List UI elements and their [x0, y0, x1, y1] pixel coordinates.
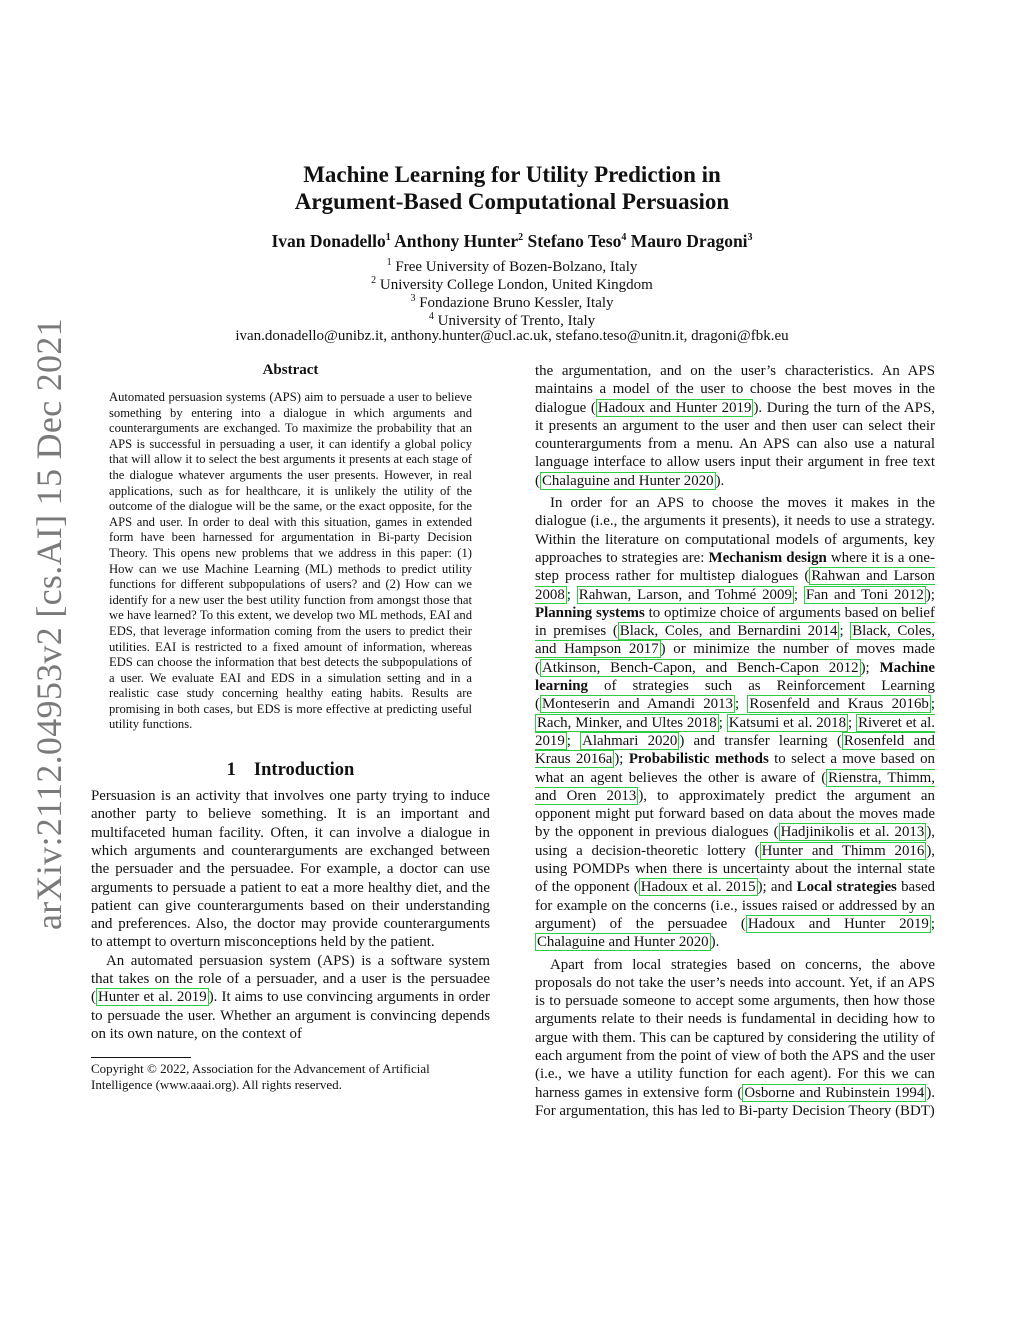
text-run: ) or minimize the number of moves made ( — [535, 641, 935, 676]
citation-link[interactable]: Black, Coles, and Bernardini 2014 — [619, 623, 838, 640]
citation-link[interactable]: Katsumi et al. 2018 — [728, 714, 847, 731]
right-paragraph-2: In order for an APS to choose the moves it makes in the dialogue (i.e., the arguments it presents), it needs to use a strategy. Within the literature on computational models of arguments, key approaches to strategies are: Mechanism design where it is a one-step process rather for multistep dialogues ( Rahwan and Larson 2008 ; Rahwan, Larson, and Tohmé 2009 ; Fan and Toni 2012 ); Planning systems to optimize choice of arguments based on belief in premises ( Black, Coles, and Bernardini 2014 ; Black, Coles, and Hampson 2017 ) or minimize the number of moves made ( Atkinson, Bench-Capon, and Bench-Capon 2012 ); Machine learning of strategies such as Reinforcement Learning ( Monteserin and Amandi 2013 ; Rosenfeld and Kraus 2016b ; Rach, Minker, and Ultes 2018 ; Katsumi et al. 2018 ; Riveret et al. 2019 ; Alahmari 2020 ) and transfer learning ( Rosenfeld and Kraus 2016a ); Probabilistic methods to select a move based on what an agent believes the other is aware of ( Rienstra, Thimm, and Oren 2013 ), to approximately predict the argument an opponent might put forward based on data about the moves made by the opponent in previous dialogues ( Hadjinikolis et al. 2013 ), using a decision-theoretic lottery ( Hunter and Thimm 2016 ), using POMDPs when there is uncertainty about the internal state of the opponent ( Hadoux et al. 2015 ); and Local strategies based for example on the concerns (i.e., issues raised or addressed by an argument) of the persuadee ( Hadoux and Hunter 2019 ; Chalaguine and Hunter 2020 ). — [535, 495, 936, 951]
text-run: In order for an APS to choose the moves it makes in the dialogue (i.e., the arguments it presents), it needs to use a strategy. Within the literature on computational models of arguments, key approaches to strategies are: — [535, 495, 935, 566]
copyright-footnote: Copyright © 2022, Association for the Advancement of Artificial Intelligence (www.aaai.org). All rights reserved. — [91, 1061, 430, 1093]
text-run: to optimize choice of arguments based on belief in premises ( — [535, 604, 935, 640]
citation-link[interactable]: Rahwan, Larson, and Tohmé 2009 — [578, 586, 792, 603]
text-run: of strategies such as Reinforcement Learning ( — [535, 678, 935, 713]
text-run: An automated persuasion system (APS) is a software system that takes on the role of a persuader, and a user is the persuadee ( — [91, 952, 490, 1006]
text-run: ). During the turn of the APS, it presents an argument to the user and then user can select their counterarguments from a menu. An APS can also use a natural language interface to allow users input their argument in free text ( — [535, 399, 935, 489]
right-column — [535, 362, 935, 1124]
paper-title-line-1: Machine Learning for Utility Prediction in — [303, 162, 721, 187]
affiliation-text: University College London, United Kingdom — [379, 277, 653, 293]
citation-link[interactable]: Hadjinikolis et al. 2013 — [780, 824, 925, 841]
citation-link[interactable]: Alahmari 2020 — [582, 732, 678, 749]
bold-term: Mechanism design — [708, 549, 827, 566]
bold-term: Local strategies — [796, 879, 897, 896]
citation-link[interactable]: Monteserin and Amandi 2013 — [541, 696, 733, 713]
right-paragraph-1 — [535, 362, 935, 490]
citation-link[interactable]: Hadoux and Hunter 2019 — [597, 399, 752, 416]
text-run: ). For argumentation, this has led to Bi-party Decision Theory (BDT) — [535, 1084, 935, 1119]
author-affiliation-mark: 2 — [518, 232, 524, 244]
intro-paragraph-1: Persuasion is an activity that involves one party trying to induce another party to believe something. It is an important and multifaceted human facility. Often, it can involve a dialogue in which arguments and counterarguments are exchanged between the persuader and the persuadee. For example, a doctor can use arguments to persuade a patient to eat a more healthy diet, and the patient can give counterarguments based on their understanding and preferences. Also, the doctor may provide counterarguments to attempt to overturn misconceptions held by the patient. — [91, 788, 490, 951]
citation-link[interactable]: Hadoux et al. 2015 — [640, 879, 756, 896]
citation-link[interactable]: Fan and Toni 2012 — [805, 586, 924, 603]
affiliation-text: Fondazione Bruno Kessler, Italy — [419, 295, 614, 311]
citation-link[interactable]: Rahwan and Larson 2008 — [535, 568, 935, 603]
left-column — [91, 362, 490, 1093]
abstract-heading: Abstract — [262, 362, 319, 378]
text-run: ), using POMDPs when there is uncertainty about the internal state of the opponent ( — [535, 842, 935, 896]
citation-link[interactable]: Rosenfeld and Kraus 2016b — [749, 696, 929, 713]
citation-link[interactable]: Hadoux and Hunter 2019 — [747, 915, 929, 932]
bold-term: Machine learning — [535, 659, 935, 695]
author-emails: ivan.donadello@unibz.it, anthony.hunter@ucl.ac.uk, stefano.teso@unitn.it, dragoni@fbk.eu — [235, 328, 789, 344]
author-name: Anthony Hunter — [394, 231, 519, 251]
text-run: based for example on the concerns (i.e., issues raised or addressed by an argument) of the persuadee ( — [535, 879, 936, 932]
right-paragraph-3 — [535, 956, 935, 1121]
section-title: Introduction — [253, 760, 355, 781]
text-run: ), to approximately predict the argument an opponent might put forward based on data about the moves made by the opponent in previous dialogues ( — [535, 787, 935, 841]
text-run: Apart from local strategies based on concerns, the above proposals do not take the user’s needs into account. Yet, if an APS is to persuade someone to accept some arguments, then how those arguments relate to their needs is fundamental in deciding how to argue with them. This can be captured by considering the utility of each argument from the point of view of both the APS and the user (i.e., we have a utility function for each agent). For this we can harness games in extensive form ( — [535, 956, 935, 1101]
paper-title-line-2: Argument-Based Computational Persuasion — [294, 189, 730, 214]
author-name: Mauro Dragoni — [630, 231, 748, 251]
intro-paragraph-2 — [91, 952, 490, 1043]
text-run: ), using a decision-theoretic lottery ( — [535, 824, 935, 859]
text-run: the argumentation, and on the user’s characteristics. An APS maintains a model of the user to choose the best moves in the dialogue ( — [535, 363, 935, 416]
citation-link[interactable]: Hunter et al. 2019 — [97, 989, 207, 1006]
affiliation-number: 2 — [371, 275, 377, 286]
affiliation-number: 3 — [410, 293, 416, 304]
section-heading-introduction — [91, 760, 490, 781]
affiliation-text: University of Trento, Italy — [437, 313, 596, 329]
affiliation-number: 1 — [386, 257, 392, 268]
author-name: Stefano Teso — [527, 231, 622, 251]
author-name: Ivan Donadello — [271, 231, 386, 251]
affiliation-number: 4 — [428, 311, 434, 322]
citation-link[interactable]: Osborne and Rubinstein 1994 — [744, 1084, 925, 1101]
section-number: 1 — [226, 760, 236, 781]
citation-link[interactable]: Rosenfeld and Kraus 2016a — [535, 732, 935, 768]
author-affiliation-mark: 1 — [385, 232, 391, 244]
citation-link[interactable]: Rach, Minker, and Ultes 2018 — [537, 714, 717, 731]
citation-link[interactable]: Riveret et al. 2019 — [535, 714, 935, 749]
affiliation-text: Free University of Bozen-Bolzano, Italy — [395, 259, 638, 275]
citation-link[interactable]: Atkinson, Bench-Capon, and Bench-Capon 2012 — [541, 659, 859, 676]
citation-link[interactable]: Hunter and Thimm 2016 — [761, 842, 925, 859]
arxiv-identifier: arXiv:2112.04953v2 [cs.AI] 15 Dec 2021 — [29, 318, 69, 930]
citation-link[interactable]: Rienstra, Thimm, and Oren 2013 — [535, 769, 935, 804]
text-run: ). It aims to use convincing arguments in order to persuade the user. Whether an argument is convincing depends on its own nature, on the context of — [91, 989, 490, 1042]
citation-link[interactable]: Black, Coles, and Hampson 2017 — [535, 623, 935, 658]
author-affiliation-mark: 4 — [621, 232, 627, 244]
text-run: ) and transfer learning ( — [679, 732, 842, 749]
citation-link[interactable]: Chalaguine and Hunter 2020 — [537, 934, 709, 951]
text-run: where it is a one-step process rather for multistep dialogues ( — [535, 549, 935, 585]
abstract-text: Automated persuasion systems (APS) aim to persuade a user to believe something by entering into a dialogue in which arguments and counterarguments are exchanged. To maximize the probability that an APS is successful in persuading a user, it can identify a global policy that will allow it to select the best arguments it presents at each stage of the dialogue whatever arguments the user presents. However, in real applications, such as for healthcare, it is unlikely the utility of the outcome of the dialogue will be the same, or the exact opposite, for the APS and user. In order to deal with this situation, games in extended form have been harnessed for argumentation in Bi-party Decision Theory. This opens new problems that we address in this paper: (1) How can we use Machine Learning (ML) methods to predict utility functions for different subpopulations of users? and (2) How can we identify for a new user the best utility function from amongst those that we have learned? To this extent, we develop two ML methods, EAI and EDS, that leverage information coming from the users to predict their utilities. EAI is restricted to a fixed amount of information, whereas EDS can choose the information that best detects the subpopulations of a user. We evaluate EAI and EDS in a simulation setting and in a realistic case study concerning healthy eating habits. Results are promising in both cases, but EDS is more effective at predicting useful utility functions. — [109, 390, 472, 732]
bold-term: Planning systems — [535, 604, 645, 621]
citation-link[interactable]: Chalaguine and Hunter 2020 — [541, 472, 714, 489]
footnote-divider — [91, 1057, 191, 1058]
author-list — [0, 231, 1024, 252]
text-run: to select a move based on what an agent believes the other is aware of ( — [535, 751, 935, 786]
text-run: ). — [715, 472, 725, 489]
bold-term: Probabilistic methods — [628, 751, 769, 768]
author-affiliation-mark: 3 — [747, 232, 753, 244]
